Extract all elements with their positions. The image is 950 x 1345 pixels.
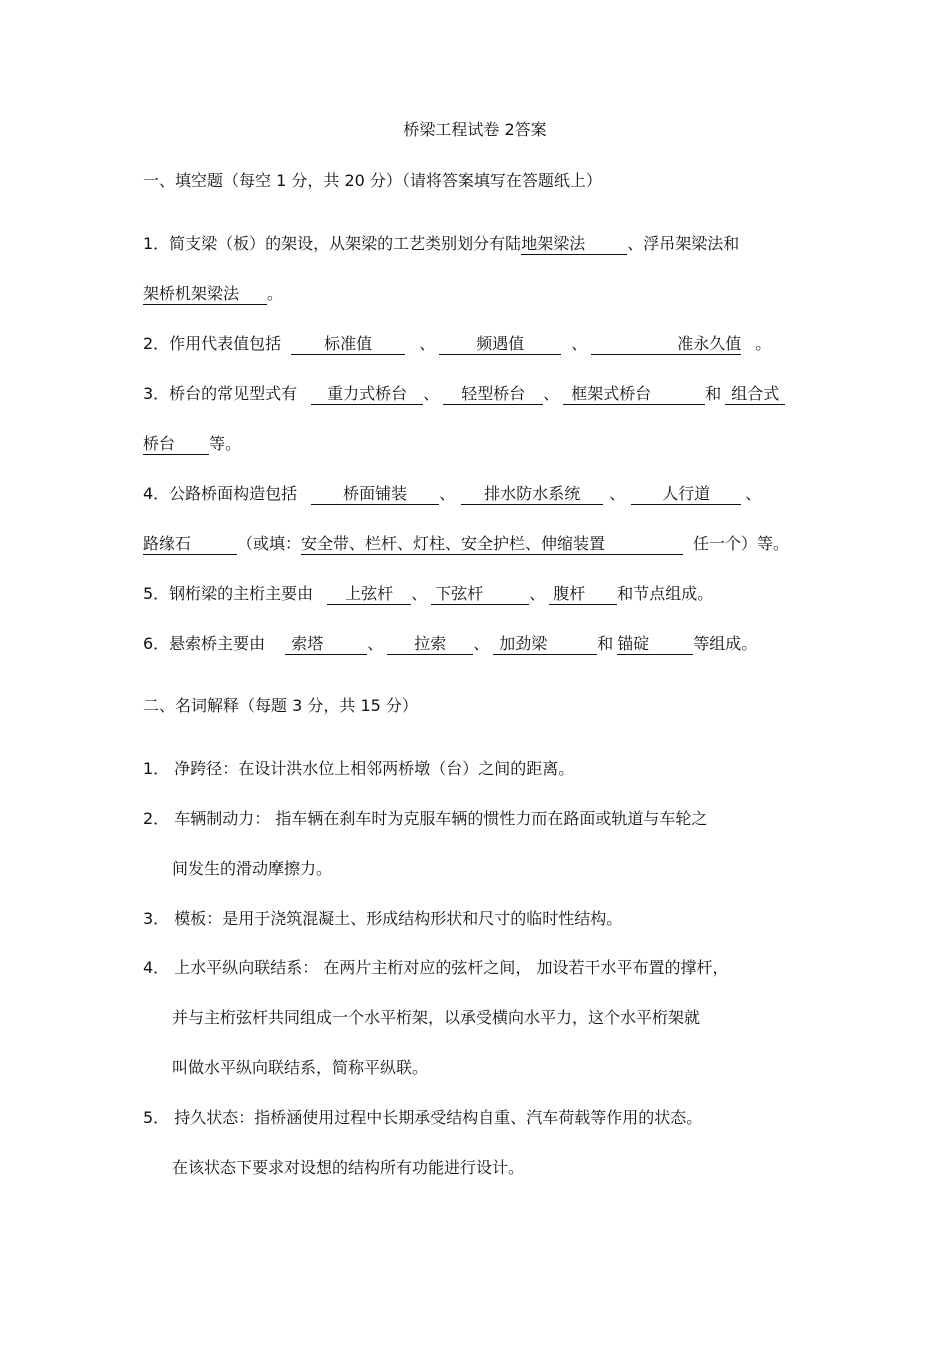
section1-heading: 一、填空题（每空 1 分，共 20 分）（请将答案填写在答题纸上） (143, 171, 602, 190)
answer-blank: 腹杆 (549, 584, 617, 605)
question-3-line-2: 桥台 等。 (143, 434, 242, 453)
definition-2-line-2: 间发生的滑动摩擦力。 (172, 859, 333, 878)
definition-3: 3． 模板：是用于浇筑混凝土、形成结构形状和尺寸的临时性结构。 (143, 909, 623, 928)
answer-blank: 加劲梁 (493, 634, 597, 655)
answer-blank: 拉索 (387, 634, 473, 655)
question-3-line-1: 3．桥台的常见型式有 重力式桥台 、 轻型桥台 、 框架式桥台 和 组合式 (143, 383, 785, 405)
answer-blank: 桥台 (143, 434, 209, 455)
answer-blank: 下弦杆 (431, 584, 529, 605)
question-1-line-1: 1．简支梁（板）的架设，从架梁的工艺类别划分有陆地架梁法 、浮吊架梁法和 (143, 234, 740, 253)
section2-heading: 二、名词解释（每题 3 分，共 15 分） (143, 696, 418, 715)
answer-blank: 轻型桥台 (443, 384, 543, 405)
answer-blank: 安全带、栏杆、灯柱、安全护栏、伸缩装置 (301, 534, 683, 555)
answer-blank: 桥面铺装 (311, 484, 439, 505)
definition-2-line-1: 2． 车辆制动力： 指车辆在刹车时为克服车辆的惯性力而在路面或轨道与车轮之 (143, 809, 708, 828)
question-1-line-2: 架桥机架梁法 。 (143, 284, 284, 303)
answer-blank: 框架式桥台 (563, 384, 705, 405)
definition-5-line-1: 5． 持久状态：指桥涵使用过程中长期承受结构自重、汽车荷载等作用的状态。 (143, 1108, 703, 1127)
answer-blank: 架桥机架梁法 (143, 284, 267, 305)
question-4-line-2: 路缘石 （或填：安全带、栏杆、灯柱、安全护栏、伸缩装置 任一个）等。 (143, 534, 790, 553)
definition-1: 1． 净跨径：在设计洪水位上相邻两桥墩（台）之间的距离。 (143, 759, 575, 778)
answer-blank: 组合式 (725, 384, 785, 405)
answer-blank: 频遇值 (439, 334, 561, 355)
definition-4-line-2: 并与主桁弦杆共同组成一个水平桁架，以承受横向水平力，这个水平桁架就 (172, 1008, 701, 1027)
answer-blank: 锚碇 (617, 634, 693, 655)
answer-blank: 排水防水系统 (461, 484, 603, 505)
definition-4-line-1: 4． 上水平纵向联结系： 在两片主桁对应的弦杆之间， 加设若干水平布置的撑杆， (143, 958, 729, 977)
answer-blank: 索塔 (285, 634, 367, 655)
question-5: 5．钢桁梁的主桁主要由 上弦杆 、 下弦杆 、 腹杆 和节点组成。 (143, 584, 714, 603)
question-2: 2．作用代表值包括 标准值 、 频遇值 、 准永久值 。 (143, 334, 772, 353)
answer-blank: 重力式桥台 (311, 384, 423, 405)
answer-blank: 人行道 (631, 484, 741, 505)
answer-blank: 上弦杆 (327, 584, 411, 605)
question-4-line-1: 4．公路桥面构造包括 桥面铺装 、 排水防水系统 、 人行道 、 (143, 484, 762, 503)
answer-blank: 标准值 (291, 334, 405, 355)
answer-blank: 地架梁法 (521, 234, 627, 255)
document-title: 桥梁工程试卷 2答案 (403, 120, 547, 139)
definition-4-line-3: 叫做水平纵向联结系，简称平纵联。 (172, 1058, 429, 1077)
answer-blank: 路缘石 (143, 534, 237, 555)
answer-blank: 准永久值 (591, 334, 741, 355)
question-6: 6．悬索桥主要由 索塔 、 拉索 、 加劲梁 和 锚碇 等组成。 (143, 634, 758, 653)
definition-5-line-2: 在该状态下要求对设想的结构所有功能进行设计。 (172, 1158, 525, 1177)
